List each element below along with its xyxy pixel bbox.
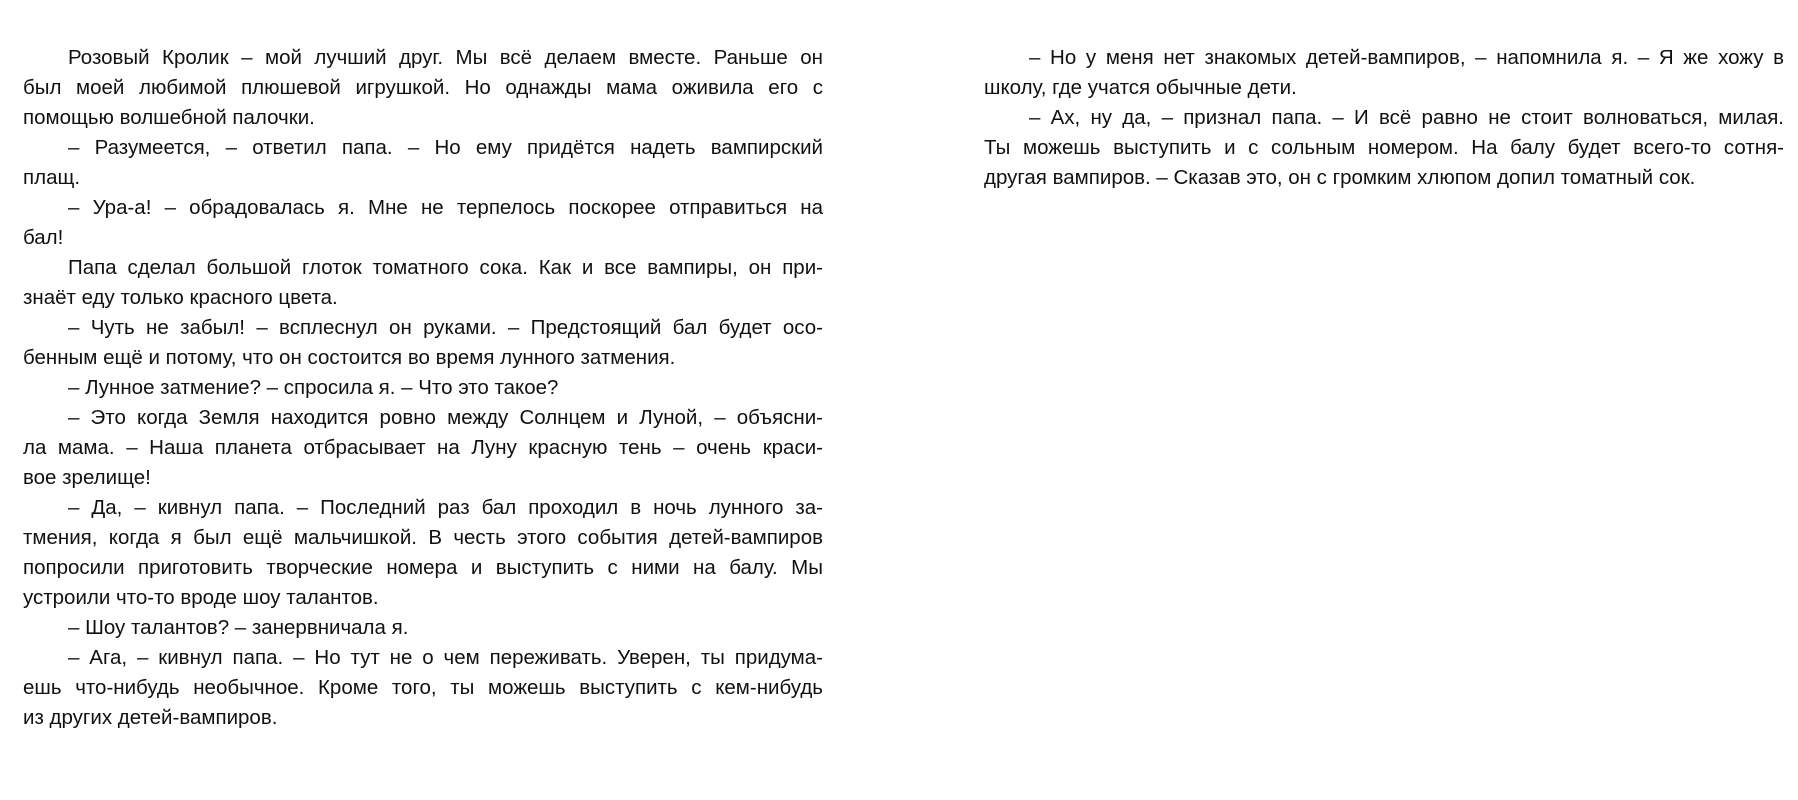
paragraph-line: плащ. bbox=[23, 166, 81, 189]
paragraph-line: помощью волшебной палочки. bbox=[23, 106, 315, 129]
paragraph-line: – Но у меня нет знакомых детей-вампиров, – напомнила я. – Я же хожу в bbox=[1029, 46, 1784, 69]
paragraph-line: вое зрелище! bbox=[23, 466, 151, 489]
paragraph-line: ла мама. – Наша планета отбрасывает на Луну красную тень – очень краси- bbox=[23, 436, 823, 459]
paragraph-line: другая вампиров. – Сказав это, он с громким хлюпом допил томатный сок. bbox=[984, 166, 1696, 189]
paragraph-line: Розовый Кролик – мой лучший друг. Мы всё делаем вместе. Раньше он bbox=[68, 46, 823, 69]
paragraph-line: – Шоу талантов? – занервничала я. bbox=[68, 616, 409, 639]
left-page-column bbox=[23, 43, 823, 733]
paragraph-line: – Ах, ну да, – признал папа. – И всё равно не стоит волноваться, милая. bbox=[1029, 106, 1784, 129]
paragraph-line: тмения, когда я был ещё мальчишкой. В честь этого события детей-вампиров bbox=[23, 526, 823, 549]
right-page-column bbox=[984, 43, 1784, 193]
paragraph-line: Папа сделал большой глоток томатного сока. Как и все вампиры, он при- bbox=[68, 256, 823, 279]
paragraph-line: устроили что-то вроде шоу талантов. bbox=[23, 586, 379, 609]
paragraph-line: попросили приготовить творческие номера и выступить с ними на балу. Мы bbox=[23, 556, 823, 579]
paragraph-line: из других детей-вампиров. bbox=[23, 706, 278, 729]
paragraph-line: – Разумеется, – ответил папа. – Но ему придётся надеть вампирский bbox=[68, 136, 823, 159]
paragraph-line: – Ура-а! – обрадовалась я. Мне не терпелось поскорее отправиться на bbox=[68, 196, 823, 219]
paragraph-line: – Да, – кивнул папа. – Последний раз бал проходил в ночь лунного за- bbox=[68, 496, 823, 519]
paragraph-line: – Ага, – кивнул папа. – Но тут не о чем переживать. Уверен, ты придума- bbox=[68, 646, 823, 669]
paragraph-line: бал! bbox=[23, 226, 64, 249]
paragraph-line: – Чуть не забыл! – всплеснул он руками. – Предстоящий бал будет осо- bbox=[68, 316, 823, 339]
paragraph-line: бенным ещё и потому, что он состоится во время лунного затмения. bbox=[23, 346, 676, 369]
paragraph-line: ешь что-нибудь необычное. Кроме того, ты можешь выступить с кем-нибудь bbox=[23, 676, 823, 699]
paragraph-line: – Это когда Земля находится ровно между Солнцем и Луной, – объясни- bbox=[68, 406, 823, 429]
paragraph-line: знаёт еду только красного цвета. bbox=[23, 286, 338, 309]
paragraph-line: был моей любимой плюшевой игрушкой. Но однажды мама оживила его с bbox=[23, 76, 823, 99]
paragraph-line: школу, где учатся обычные дети. bbox=[984, 76, 1297, 99]
paragraph-line: – Лунное затмение? – спросила я. – Что это такое? bbox=[68, 376, 559, 399]
paragraph-line: Ты можешь выступить и с сольным номером. На балу будет всего-то сотня- bbox=[984, 136, 1784, 159]
